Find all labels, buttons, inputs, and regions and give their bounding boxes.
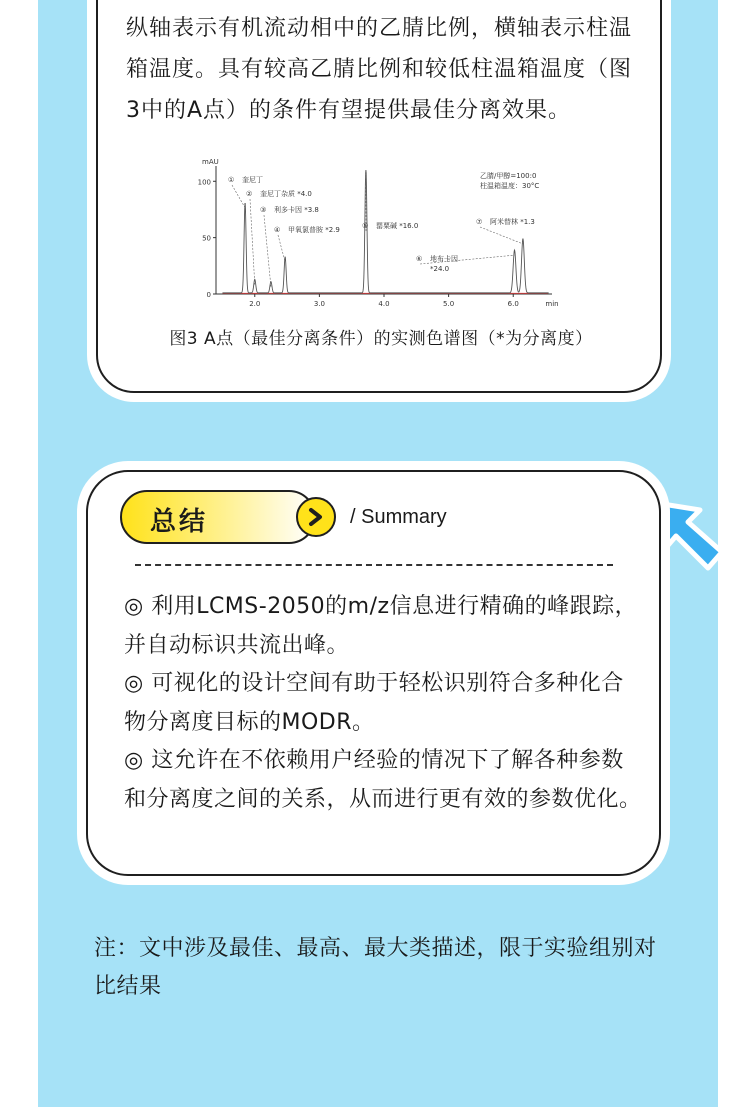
summary-item: ◎ 利用LCMS-2050的m/z信息进行精确的峰跟踪，并自动标识共流出峰。 (124, 594, 638, 658)
x-axis-label: min (545, 300, 559, 308)
dashed-divider (135, 564, 613, 566)
summary-title: 总结 (150, 507, 209, 537)
summary-list (124, 588, 644, 819)
footnote: 注：文中涉及最佳、最高、最大类描述，限于实验组别对比结果 (94, 936, 657, 999)
peak-leader-line (264, 215, 271, 287)
peak-number-label: ③ (260, 206, 267, 214)
peak-resolution-label: *24.0 (430, 265, 450, 273)
peak-name-label: 地布卡因 (430, 255, 458, 263)
summary-title-pill (120, 490, 316, 544)
peak-leader-line (250, 199, 255, 284)
condition-label: 柱温箱温度：30°C (480, 182, 540, 190)
intro-paragraph: 纵轴表示有机流动相中的乙腈比例，横轴表示柱温箱温度。具有较高乙腈比例和较低柱温箱温度（图3中的A点）的条件有望提供最佳分离效果。 (126, 16, 633, 123)
figure-caption: 图3 A点（最佳分离条件）的实测色谱图（*为分离度） (169, 329, 593, 349)
peak-name-label: 奎尼丁杂质 *4.0 (260, 190, 312, 198)
y-tick-label: 100 (197, 178, 211, 187)
peak-name-label: 利多卡因 *3.8 (274, 206, 319, 214)
chevron-right-icon (296, 497, 336, 537)
x-tick-label: 2.0 (249, 300, 261, 308)
x-tick-label: 4.0 (378, 300, 390, 308)
y-axis-label: mAU (202, 158, 219, 166)
x-tick-label: 6.0 (507, 300, 519, 308)
chromatogram-card (96, 0, 662, 393)
peak-number-label: ④ (274, 226, 281, 234)
x-tick-label: 5.0 (443, 300, 455, 308)
peak-number-label: ① (228, 176, 235, 184)
peak-number-label: ⑦ (476, 218, 483, 226)
peak-name-label: 奎尼丁 (242, 176, 263, 184)
peak-leader-line (480, 227, 523, 244)
peak-leader-line (278, 235, 285, 262)
peak-leader-line (232, 185, 245, 208)
peak-number-label: ② (246, 190, 253, 198)
summary-subtitle: / Summary (350, 506, 447, 528)
peak-number-label: ⑥ (416, 255, 423, 263)
y-tick-label: 50 (202, 234, 211, 243)
x-tick-label: 3.0 (313, 300, 325, 308)
peak-name-label: 阿米替林 *1.3 (490, 218, 535, 226)
peak-number-label: ⑤ (362, 222, 369, 230)
peak-name-label: 甲氧氯普胺 *2.9 (288, 226, 340, 234)
summary-item: ◎ 可视化的设计空间有助于轻松识别符合多种化合物分离度目标的MODR。 (124, 671, 624, 735)
condition-label: 乙腈/甲醇=100:0 (480, 172, 537, 180)
summary-item: ◎ 这允许在不依赖用户经验的情况下了解各种参数和分离度之间的关系，从而进行更有效的参数优化。 (124, 748, 642, 812)
y-tick-label: 0 (206, 291, 211, 299)
chromatogram-chart (197, 158, 572, 308)
peak-name-label: 罂粟碱 *16.0 (376, 222, 419, 230)
